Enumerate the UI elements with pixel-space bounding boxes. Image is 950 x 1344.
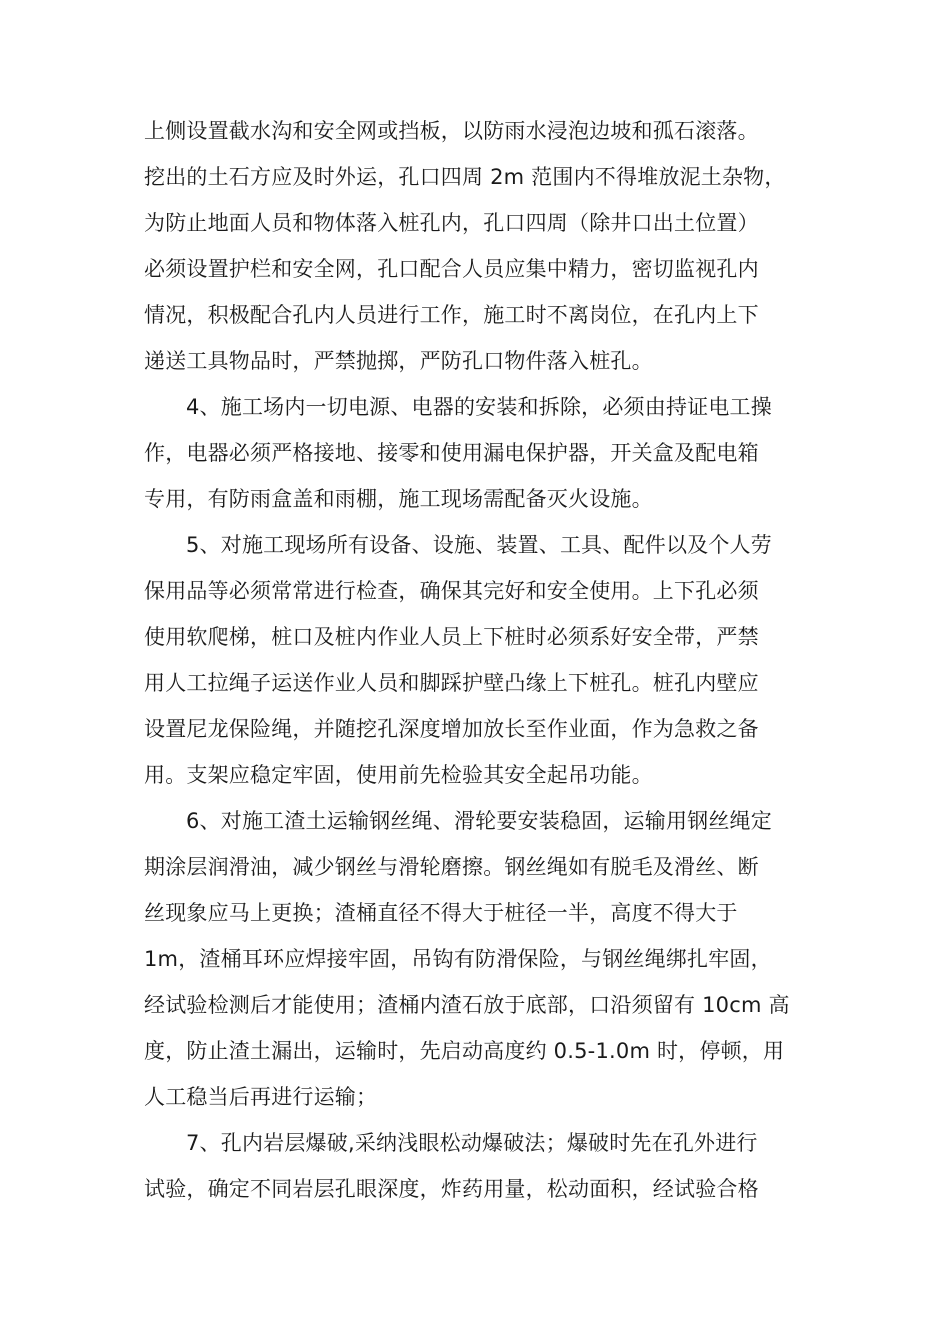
text-line: 保用品等必须常常进行检查，确保其完好和安全使用。上下孔必须 [144,579,759,603]
text-line: 度，防止渣土漏出，运输时，先启动高度约 0.5-1.0m 时，停顿，用 [144,1039,785,1063]
text-line: 设置尼龙保险绳，并随挖孔深度增加放长至作业面，作为急救之备 [144,717,759,741]
text-line: 作，电器必须严格接地、接零和使用漏电保护器，开关盒及配电箱 [144,441,759,465]
paragraph-start-line: 4、施工场内一切电源、电器的安装和拆除，必须由持证电工操 [186,395,772,419]
text-line: 经试验检测后才能使用；渣桶内渣石放于底部，口沿须留有 10cm 高 [144,993,790,1017]
paragraph-start-line: 5、对施工现场所有设备、设施、装置、工具、配件以及个人劳 [186,533,772,557]
text-line: 挖出的土石方应及时外运，孔口四周 2m 范围内不得堆放泥土杂物， [144,165,786,189]
text-line: 1m，渣桶耳环应焊接牢固，吊钩有防滑保险，与钢丝绳绑扎牢固， [144,947,772,971]
text-line: 丝现象应马上更换；渣桶直径不得大于桩径一半，高度不得大于 [144,901,738,925]
text-line: 人工稳当后再进行运输； [144,1085,378,1109]
text-line: 使用软爬梯，桩口及桩内作业人员上下桩时必须系好安全带，严禁 [144,625,759,649]
text-line: 专用，有防雨盒盖和雨棚，施工现场需配备灭火设施。 [144,487,653,511]
text-line: 为防止地面人员和物体落入桩孔内，孔口四周（除井口出土位置） [144,211,759,235]
text-line: 用。支架应稳定牢固，使用前先检验其安全起吊功能。 [144,763,653,787]
paragraph-start-line: 6、对施工渣土运输钢丝绳、滑轮要安装稳固，运输用钢丝绳定 [186,809,772,833]
paragraph-start-line: 7、孔内岩层爆破,采纳浅眼松动爆破法；爆破时先在孔外进行 [186,1131,758,1155]
text-line: 情况，积极配合孔内人员进行工作，施工时不离岗位，在孔内上下 [144,303,759,327]
text-line: 递送工具物品时，严禁抛掷，严防孔口物件落入桩孔。 [144,349,653,373]
text-line: 用人工拉绳子运送作业人员和脚踩护壁凸缘上下桩孔。桩孔内壁应 [144,671,759,695]
document-body [144,108,808,1212]
text-line: 必须设置护栏和安全网，孔口配合人员应集中精力，密切监视孔内 [144,257,759,281]
text-line: 上侧设置截水沟和安全网或挡板，以防雨水浸泡边坡和孤石滚落。 [144,119,759,143]
text-line: 期涂层润滑油，减少钢丝与滑轮磨擦。钢丝绳如有脱毛及滑丝、断 [144,855,759,879]
text-line: 试验，确定不同岩层孔眼深度，炸药用量，松动面积，经试验合格 [144,1177,759,1201]
